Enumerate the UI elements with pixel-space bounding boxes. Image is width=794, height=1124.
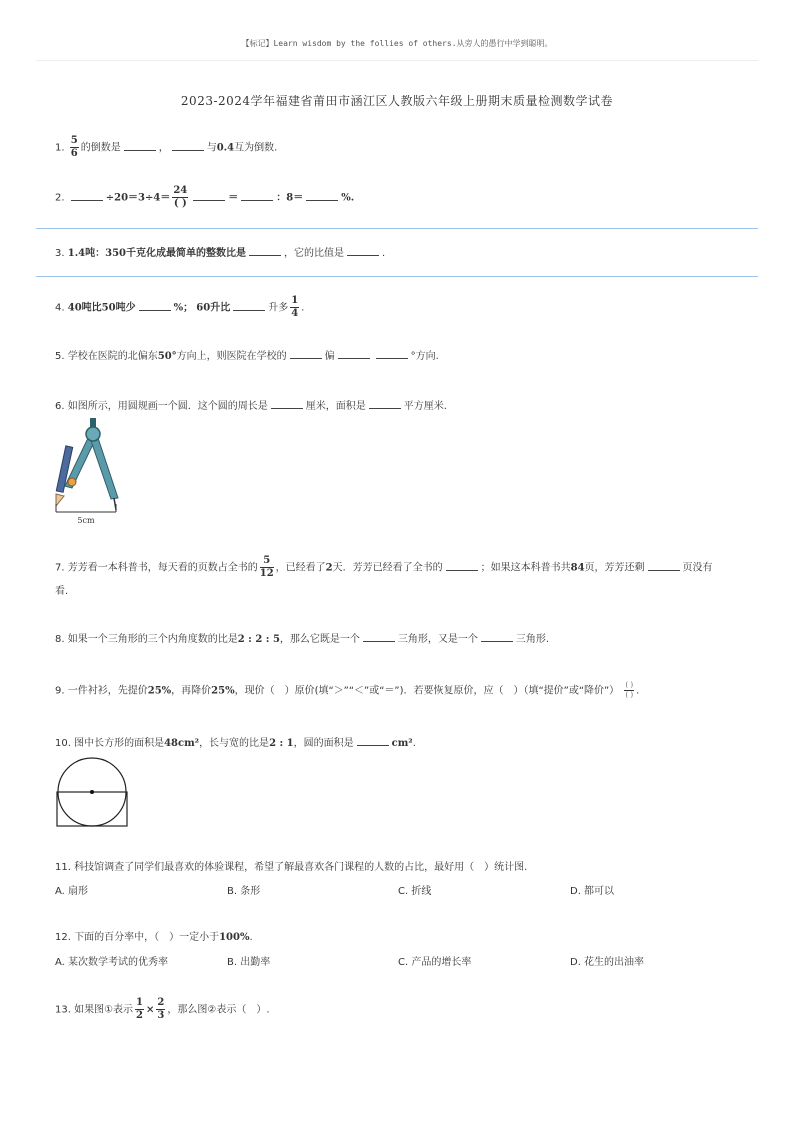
answer-blank[interactable] [306, 191, 338, 201]
answer-blank[interactable] [271, 399, 303, 409]
option-b[interactable]: B. 条形 [227, 886, 261, 897]
fraction: $\frac{( )}{( )}$ [625, 681, 634, 699]
question-2: 2. ÷20＝3÷4＝ $\frac{24}{( )}$ ＝ ：8＝ %. [55, 185, 355, 209]
option-c[interactable]: C. 产品的增长率 [398, 957, 472, 968]
question-1: 1. $\frac{5}{6}$ 的倒数是 ， 与0.4互为倒数. [55, 135, 278, 159]
answer-blank[interactable] [139, 301, 171, 311]
answer-blank[interactable] [71, 191, 103, 201]
fraction: $\frac{5}{6}$ [70, 135, 78, 159]
fraction: $\frac{2}{3}$ [157, 997, 165, 1021]
fraction: $\frac{5}{12}$ [259, 555, 274, 579]
question-3: 3. 1.4吨：350千克化成最简单的整数比是 ，它的比值是 . [55, 248, 386, 259]
question-9: 9. 一件衬衫，先提价25%，再降价25%，现价（ ）原价(填“＞”“＜”或“＝”)．若要恢复原价，应（ ）（填“提价”或“降价”） $\frac{( )}{( )}$ . [55, 681, 640, 699]
option-a[interactable]: A. 某次数学考试的优秀率 [55, 957, 169, 968]
answer-blank[interactable] [249, 246, 281, 256]
highlight-line-top [36, 228, 758, 229]
question-12: 12. 下面的百分率中，（ ）一定小于100%. [55, 932, 253, 943]
fraction: $\frac{24}{( )}$ [173, 185, 188, 209]
answer-blank[interactable] [376, 349, 408, 359]
answer-blank[interactable] [124, 141, 156, 151]
answer-blank[interactable] [369, 399, 401, 409]
dimension-label: 5cm [77, 516, 95, 525]
answer-blank[interactable] [193, 191, 225, 201]
question-5: 5. 学校在医院的北偏东50°方向上，则医院在学校的 偏 °方向. [55, 351, 439, 362]
center-point [90, 790, 94, 794]
question-7: 7. 芳芳看一本科普书，每天看的页数占全书的 $\frac{5}{12}$ ，已经看了2天．芳芳已经看了全书的 ；如果这本科普书共84页，芳芳还剩 页没有 [55, 555, 713, 579]
option-c[interactable]: C. 折线 [398, 886, 432, 897]
compass-figure [50, 416, 130, 528]
option-d[interactable]: D. 花生的出油率 [570, 957, 645, 968]
answer-blank[interactable] [338, 349, 370, 359]
dimension-line [56, 504, 116, 512]
answer-blank[interactable] [172, 141, 204, 151]
fraction: $\frac{1}{4}$ [291, 295, 299, 319]
answer-blank[interactable] [648, 561, 680, 571]
question-7-continued: 看. [55, 586, 69, 597]
answer-blank[interactable] [481, 632, 513, 642]
answer-blank[interactable] [241, 191, 273, 201]
answer-blank[interactable] [357, 736, 389, 746]
header-motto: 【标记】Learn wisdom by the follies of others.从旁人的愚行中学到聪明。 [241, 39, 553, 48]
option-d[interactable]: D. 都可以 [570, 886, 615, 897]
question-13: 13. 如果图①表示 $\frac{1}{2}$ × $\frac{2}{3}$ ，那么图②表示（ ）. [55, 997, 270, 1021]
answer-blank[interactable] [363, 632, 395, 642]
question-11: 11. 科技馆调查了同学们最喜欢的体验课程，希望了解最喜欢各门课程的人数的占比，最好用（ ）统计图. [55, 862, 528, 873]
answer-blank[interactable] [233, 301, 265, 311]
header-divider [36, 60, 758, 61]
answer-blank[interactable] [290, 349, 322, 359]
question-8: 8. 如果一个三角形的三个内角度数的比是2 : 2 : 5，那么它既是一个 三角形，又是一个 三角形. [55, 634, 550, 645]
circle-in-rectangle-figure [54, 756, 130, 828]
question-4: 4. 40吨比50吨少 %； 60升比 升多 $\frac{1}{4}$ . [55, 295, 305, 319]
answer-blank[interactable] [347, 246, 379, 256]
compass-icon [65, 418, 118, 510]
option-b[interactable]: B. 出勤率 [227, 957, 271, 968]
highlight-line-bottom [36, 276, 758, 277]
page-title: 2023-2024学年福建省莆田市涵江区人教版六年级上册期末质量检测数学试卷 [180, 94, 614, 108]
rectangle [57, 792, 127, 826]
option-a[interactable]: A. 扇形 [55, 886, 89, 897]
answer-blank[interactable] [446, 561, 478, 571]
question-10: 10. 图中长方形的面积是48cm²，长与宽的比是2 : 1，圆的面积是 cm². [55, 738, 416, 749]
fraction: $\frac{1}{2}$ [136, 997, 144, 1021]
question-6: 6. 如图所示，用圆规画一个圆．这个圆的周长是 厘米，面积是 平方厘米. [55, 401, 447, 412]
